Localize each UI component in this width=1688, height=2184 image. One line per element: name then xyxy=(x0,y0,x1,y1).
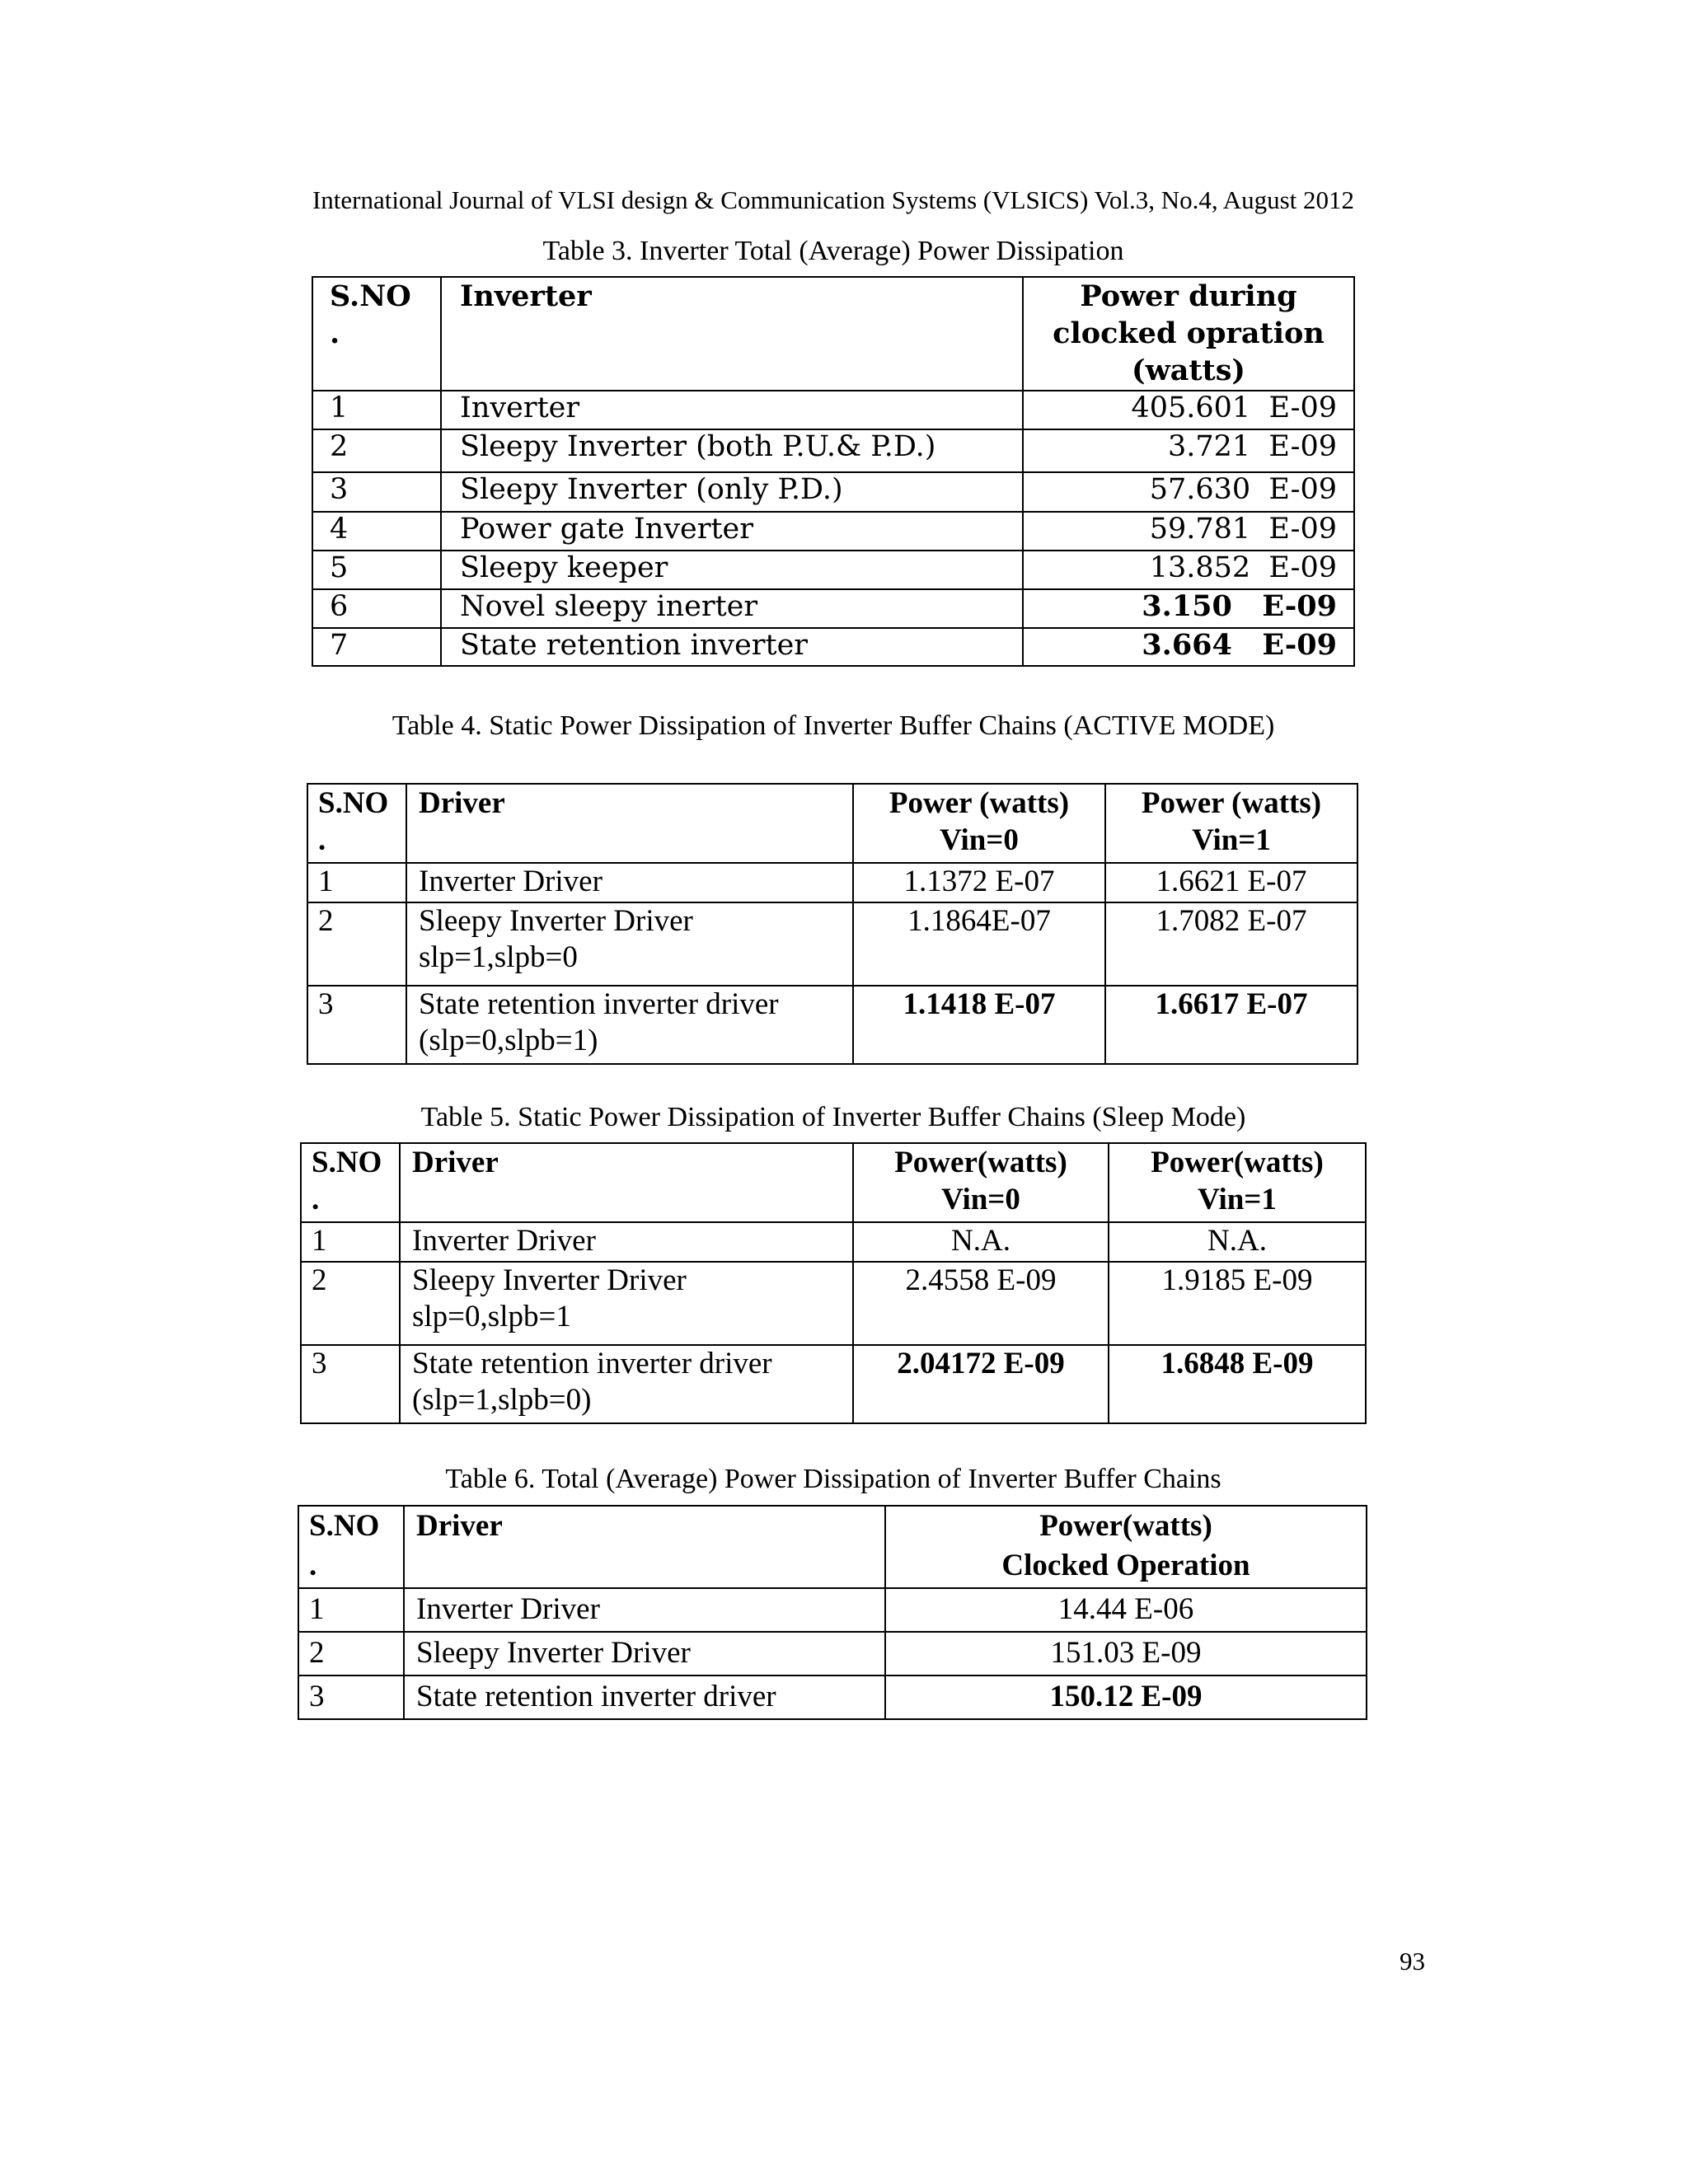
table-row xyxy=(312,512,1354,551)
cell-sno: 2 xyxy=(307,902,406,986)
cell-driver: State retention inverter driver xyxy=(404,1675,885,1719)
cell-inverter: Sleepy Inverter (only P.D.) xyxy=(441,472,1023,512)
cell-driver: State retention inverter driver (slp=0,slpb=1) xyxy=(406,986,853,1064)
cell-sno: 1 xyxy=(298,1588,404,1632)
table-row xyxy=(312,472,1354,512)
cell-sno: 2 xyxy=(298,1632,404,1675)
cell-power-clocked: 14.44 E-06 xyxy=(885,1588,1367,1632)
table-row xyxy=(298,1675,1367,1719)
table-row xyxy=(301,1345,1366,1423)
table5 xyxy=(300,1142,1367,1424)
cell-power: 59.781 E-09 xyxy=(1023,512,1354,551)
cell-sno: 3 xyxy=(298,1675,404,1719)
cell-sno: 5 xyxy=(312,551,441,589)
table6 xyxy=(298,1505,1367,1720)
cell-sno: 6 xyxy=(312,589,441,628)
cell-power-vin1: N.A. xyxy=(1109,1222,1366,1262)
cell-inverter: Inverter xyxy=(441,391,1023,429)
table-row xyxy=(301,1222,1366,1262)
table-row xyxy=(312,628,1354,666)
table3 xyxy=(312,276,1355,667)
column-header-inverter: Inverter xyxy=(441,277,1023,391)
table-header-row xyxy=(307,784,1357,863)
cell-power-vin0: 1.1864E-07 xyxy=(853,902,1105,986)
table-row xyxy=(312,589,1354,628)
cell-sno: 1 xyxy=(301,1222,400,1262)
column-header-power-vin1: Power (watts) Vin=1 xyxy=(1105,784,1357,863)
cell-power-clocked: 150.12 E-09 xyxy=(885,1675,1367,1719)
cell-power-vin1: 1.6617 E-07 xyxy=(1105,986,1357,1064)
cell-inverter: Power gate Inverter xyxy=(441,512,1023,551)
cell-inverter: Sleepy Inverter (both P.U.& P.D.) xyxy=(441,429,1023,472)
cell-driver: Inverter Driver xyxy=(406,863,853,902)
table4-caption: Table 4. Static Power Dissipation of Inverter Buffer Chains (ACTIVE MODE) xyxy=(392,710,1275,741)
column-header-sno: S.NO . xyxy=(312,277,441,391)
cell-driver: Inverter Driver xyxy=(404,1588,885,1632)
cell-power-vin1: 1.6621 E-07 xyxy=(1105,863,1357,902)
table-row xyxy=(312,429,1354,472)
table-header-row xyxy=(298,1506,1367,1588)
table-row xyxy=(301,1262,1366,1345)
cell-driver: State retention inverter driver (slp=1,slpb=0) xyxy=(400,1345,853,1423)
cell-driver: Sleepy Inverter Driver xyxy=(404,1632,885,1675)
cell-power: 3.664 E-09 xyxy=(1023,628,1354,666)
journal-header: International Journal of VLSI design & Communication Systems (VLSICS) Vol.3, No.4, August 2012 xyxy=(312,185,1355,214)
table-header-row xyxy=(301,1143,1366,1222)
column-header-power: Power during clocked opration (watts) xyxy=(1023,277,1354,391)
cell-power: 405.601 E-09 xyxy=(1023,391,1354,429)
table-row xyxy=(307,902,1357,986)
column-header-driver: Driver xyxy=(406,784,853,863)
cell-power-vin0: 2.4558 E-09 xyxy=(853,1262,1109,1345)
cell-sno: 7 xyxy=(312,628,441,666)
column-header-power-vin0: Power(watts) Vin=0 xyxy=(853,1143,1109,1222)
table-row xyxy=(307,863,1357,902)
cell-sno: 4 xyxy=(312,512,441,551)
table-row xyxy=(298,1588,1367,1632)
table6-caption: Table 6. Total (Average) Power Dissipation of Inverter Buffer Chains xyxy=(445,1464,1221,1494)
column-header-driver: Driver xyxy=(404,1506,885,1588)
column-header-sno: S.NO . xyxy=(301,1143,400,1222)
column-header-power-vin0: Power (watts) Vin=0 xyxy=(853,784,1105,863)
cell-power: 13.852 E-09 xyxy=(1023,551,1354,589)
column-header-driver: Driver xyxy=(400,1143,853,1222)
cell-power-vin0: 1.1418 E-07 xyxy=(853,986,1105,1064)
column-header-sno: S.NO . xyxy=(298,1506,404,1588)
cell-sno: 2 xyxy=(312,429,441,472)
cell-sno: 1 xyxy=(312,391,441,429)
cell-inverter: State retention inverter xyxy=(441,628,1023,666)
cell-power-vin1: 1.9185 E-09 xyxy=(1109,1262,1366,1345)
cell-power-vin1: 1.6848 E-09 xyxy=(1109,1345,1366,1423)
cell-sno: 3 xyxy=(307,986,406,1064)
cell-power-vin1: 1.7082 E-07 xyxy=(1105,902,1357,986)
cell-driver: Sleepy Inverter Driver slp=0,slpb=1 xyxy=(400,1262,853,1345)
cell-power-vin0: 2.04172 E-09 xyxy=(853,1345,1109,1423)
cell-inverter: Sleepy keeper xyxy=(441,551,1023,589)
cell-sno: 1 xyxy=(307,863,406,902)
page-number: 93 xyxy=(1400,1947,1425,1975)
cell-power-clocked: 151.03 E-09 xyxy=(885,1632,1367,1675)
table-row xyxy=(298,1632,1367,1675)
column-header-power-vin1: Power(watts) Vin=1 xyxy=(1109,1143,1366,1222)
cell-power: 3.150 E-09 xyxy=(1023,589,1354,628)
cell-power: 3.721 E-09 xyxy=(1023,429,1354,472)
cell-power: 57.630 E-09 xyxy=(1023,472,1354,512)
table-row xyxy=(312,391,1354,429)
cell-driver: Sleepy Inverter Driver slp=1,slpb=0 xyxy=(406,902,853,986)
cell-sno: 3 xyxy=(301,1345,400,1423)
table-row xyxy=(312,551,1354,589)
cell-power-vin0: 1.1372 E-07 xyxy=(853,863,1105,902)
table-header-row xyxy=(312,277,1354,391)
cell-power-vin0: N.A. xyxy=(853,1222,1109,1262)
table4 xyxy=(307,783,1358,1065)
cell-sno: 3 xyxy=(312,472,441,512)
column-header-power-clocked: Power(watts) Clocked Operation xyxy=(885,1506,1367,1588)
cell-sno: 2 xyxy=(301,1262,400,1345)
table5-caption: Table 5. Static Power Dissipation of Inverter Buffer Chains (Sleep Mode) xyxy=(420,1102,1246,1132)
cell-driver: Inverter Driver xyxy=(400,1222,853,1262)
column-header-sno: S.NO . xyxy=(307,784,406,863)
table-row xyxy=(307,986,1357,1064)
table3-caption: Table 3. Inverter Total (Average) Power Dissipation xyxy=(542,236,1124,266)
cell-inverter: Novel sleepy inerter xyxy=(441,589,1023,628)
